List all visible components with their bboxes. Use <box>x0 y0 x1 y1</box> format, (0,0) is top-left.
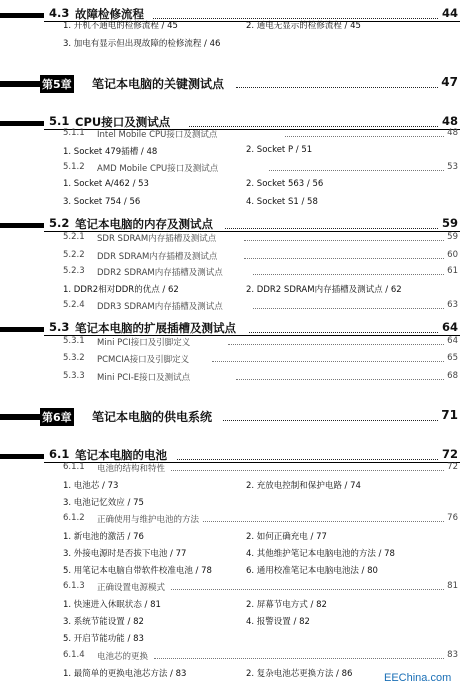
section-bar <box>0 223 44 228</box>
subsection-leader-dots <box>154 658 444 659</box>
subsection-page: 59 <box>447 232 458 242</box>
section-bar <box>0 121 44 126</box>
subsection-leader-dots <box>171 589 444 590</box>
toc-item-left: 1. DDR2相对DDR的优点 / 62 <box>63 285 179 295</box>
section-leader-dots <box>225 228 438 229</box>
subsection-title: SDR SDRAM内存插槽及测试点 <box>97 234 217 244</box>
subsection-leader-dots <box>236 379 444 380</box>
subsection-page: 60 <box>447 250 458 260</box>
toc-item-right: 2. 屏幕节电方式 / 82 <box>246 600 327 610</box>
subsection-number: 6.1.1 <box>63 462 85 472</box>
subsection-number: 6.1.2 <box>63 513 85 523</box>
toc-item-right: 2. 充放电控制和保护电路 / 74 <box>246 481 361 491</box>
subsection-leader-dots <box>212 361 444 362</box>
subsection-page: 72 <box>447 462 458 472</box>
subsection-page: 83 <box>447 650 458 660</box>
subsection-page: 81 <box>447 581 458 591</box>
section-title: 笔记本电脑的扩展插槽及测试点 <box>75 321 236 335</box>
chapter-bar <box>0 414 40 420</box>
subsection-page: 53 <box>447 162 458 172</box>
section-page: 48 <box>441 114 458 128</box>
subsection-page: 65 <box>447 353 458 363</box>
toc-item-left: 1. 开机不通电的检修流程 / 45 <box>63 21 178 31</box>
subsection-number: 6.1.3 <box>63 581 85 591</box>
section-number: 5.1 <box>49 114 70 128</box>
toc-item-right: 2. Socket 563 / 56 <box>246 179 324 189</box>
subsection-number: 5.1.2 <box>63 162 85 172</box>
toc-item-right: 2. 通电无显示的检修流程 / 45 <box>246 21 361 31</box>
toc-item-left: 3. 电池记忆效应 / 75 <box>63 498 144 508</box>
subsection-page: 68 <box>447 371 458 381</box>
subsection-title: DDR3 SDRAM内存插槽及测试点 <box>97 302 223 312</box>
subsection-title: 电池芯的更换 <box>97 652 149 662</box>
chapter-leader-dots <box>223 420 438 421</box>
toc-item-left: 1. 快速进入休眠状态 / 81 <box>63 600 161 610</box>
section-title: CPU接口及测试点 <box>75 115 171 129</box>
toc-item-right: 6. 通用校准笔记本电脑电池法 / 80 <box>246 566 378 576</box>
toc-item-left: 5. 开启节能功能 / 83 <box>63 634 144 644</box>
subsection-title: Intel Mobile CPU接口及测试点 <box>97 130 218 140</box>
subsection-leader-dots <box>171 470 444 471</box>
subsection-number: 5.3.3 <box>63 371 85 381</box>
section-bar <box>0 327 44 332</box>
chapter-leader-dots <box>236 87 439 88</box>
chapter-title: 笔记本电脑的供电系统 <box>92 410 213 424</box>
subsection-number: 6.1.4 <box>63 650 85 660</box>
subsection-title: Mini PCI-E接口及测试点 <box>97 373 191 383</box>
section-title: 笔记本电脑的电池 <box>75 448 167 462</box>
subsection-title: 电池的结构和特性 <box>97 464 166 474</box>
subsection-title: 正确使用与维护电池的方法 <box>97 515 200 525</box>
subsection-leader-dots <box>253 274 444 275</box>
subsection-leader-dots <box>244 240 444 241</box>
toc-item-right: 2. 复杂电池芯更换方法 / 86 <box>246 669 353 679</box>
section-page: 59 <box>441 216 458 230</box>
toc-item-left: 3. 系统节能设置 / 82 <box>63 617 144 627</box>
section-title: 故障检修流程 <box>75 7 144 21</box>
chapter-number: 第6章 <box>40 408 74 426</box>
section-number: 5.2 <box>49 216 70 230</box>
toc-item-right: 4. Socket S1 / 58 <box>246 197 318 207</box>
toc-item-right: 2. Socket P / 51 <box>246 145 313 155</box>
subsection-leader-dots <box>285 136 444 137</box>
section-page: 44 <box>441 6 458 20</box>
subsection-page: 63 <box>447 300 458 310</box>
toc-item-left: 1. 最简单的更换电池芯方法 / 83 <box>63 669 187 679</box>
subsection-number: 5.2.1 <box>63 232 85 242</box>
toc-item-left: 3. 加电有显示但出现故障的检修流程 / 46 <box>63 39 221 49</box>
chapter-title: 笔记本电脑的关键测试点 <box>92 77 225 91</box>
section-leader-dots <box>177 459 438 460</box>
section-leader-dots <box>189 126 438 127</box>
toc-item-left: 1. 电池芯 / 73 <box>63 481 119 491</box>
toc-item-right: 4. 报警设置 / 82 <box>246 617 310 627</box>
section-title: 笔记本电脑的内存及测试点 <box>75 217 213 231</box>
chapter-page: 47 <box>441 75 458 89</box>
toc-item-left: 1. Socket A/462 / 53 <box>63 179 149 189</box>
section-bar <box>0 454 44 459</box>
section-number: 4.3 <box>49 6 70 20</box>
subsection-title: AMD Mobile CPU接口及测试点 <box>97 164 219 174</box>
subsection-page: 61 <box>447 266 458 276</box>
section-page: 64 <box>441 320 458 334</box>
subsection-leader-dots <box>228 344 444 345</box>
toc-item-left: 3. 外接电源时是否拔下电池 / 77 <box>63 549 187 559</box>
toc-item-left: 1. 新电池的激活 / 76 <box>63 532 144 542</box>
chapter-page: 71 <box>441 408 458 422</box>
subsection-leader-dots <box>244 258 444 259</box>
section-leader-dots <box>249 332 438 333</box>
section-number: 6.1 <box>49 447 70 461</box>
subsection-title: PCMCIA接口及引脚定义 <box>97 355 190 365</box>
subsection-number: 5.2.4 <box>63 300 85 310</box>
toc-item-left: 1. Socket 479插槽 / 48 <box>63 147 158 157</box>
toc-item-right: 4. 其他维护笔记本电脑电池的方法 / 78 <box>246 549 395 559</box>
section-bar <box>0 13 44 18</box>
subsection-page: 48 <box>447 128 458 138</box>
toc-item-left: 5. 用笔记本电脑自带软件校准电池 / 78 <box>63 566 212 576</box>
subsection-title: DDR SDRAM内存插槽及测试点 <box>97 252 218 262</box>
subsection-number: 5.1.1 <box>63 128 85 138</box>
subsection-number: 5.3.2 <box>63 353 85 363</box>
chapter-bar <box>0 81 40 87</box>
subsection-title: Mini PCI接口及引脚定义 <box>97 338 191 348</box>
toc-item-right: 2. DDR2 SDRAM内存插槽及测试点 / 62 <box>246 285 402 295</box>
subsection-number: 5.2.2 <box>63 250 85 260</box>
toc-item-right: 2. 如何正确充电 / 77 <box>246 532 327 542</box>
subsection-title: 正确设置电源模式 <box>97 583 166 593</box>
subsection-title: DDR2 SDRAM内存插槽及测试点 <box>97 268 223 278</box>
subsection-leader-dots <box>269 170 444 171</box>
subsection-leader-dots <box>203 521 444 522</box>
subsection-number: 5.2.3 <box>63 266 85 276</box>
subsection-leader-dots <box>253 308 444 309</box>
chapter-number: 第5章 <box>40 75 74 93</box>
section-page: 72 <box>441 447 458 461</box>
toc-item-left: 3. Socket 754 / 56 <box>63 197 141 207</box>
subsection-number: 5.3.1 <box>63 336 85 346</box>
watermark: EEChina.com <box>384 672 452 684</box>
subsection-page: 64 <box>447 336 458 346</box>
subsection-page: 76 <box>447 513 458 523</box>
section-number: 5.3 <box>49 320 70 334</box>
